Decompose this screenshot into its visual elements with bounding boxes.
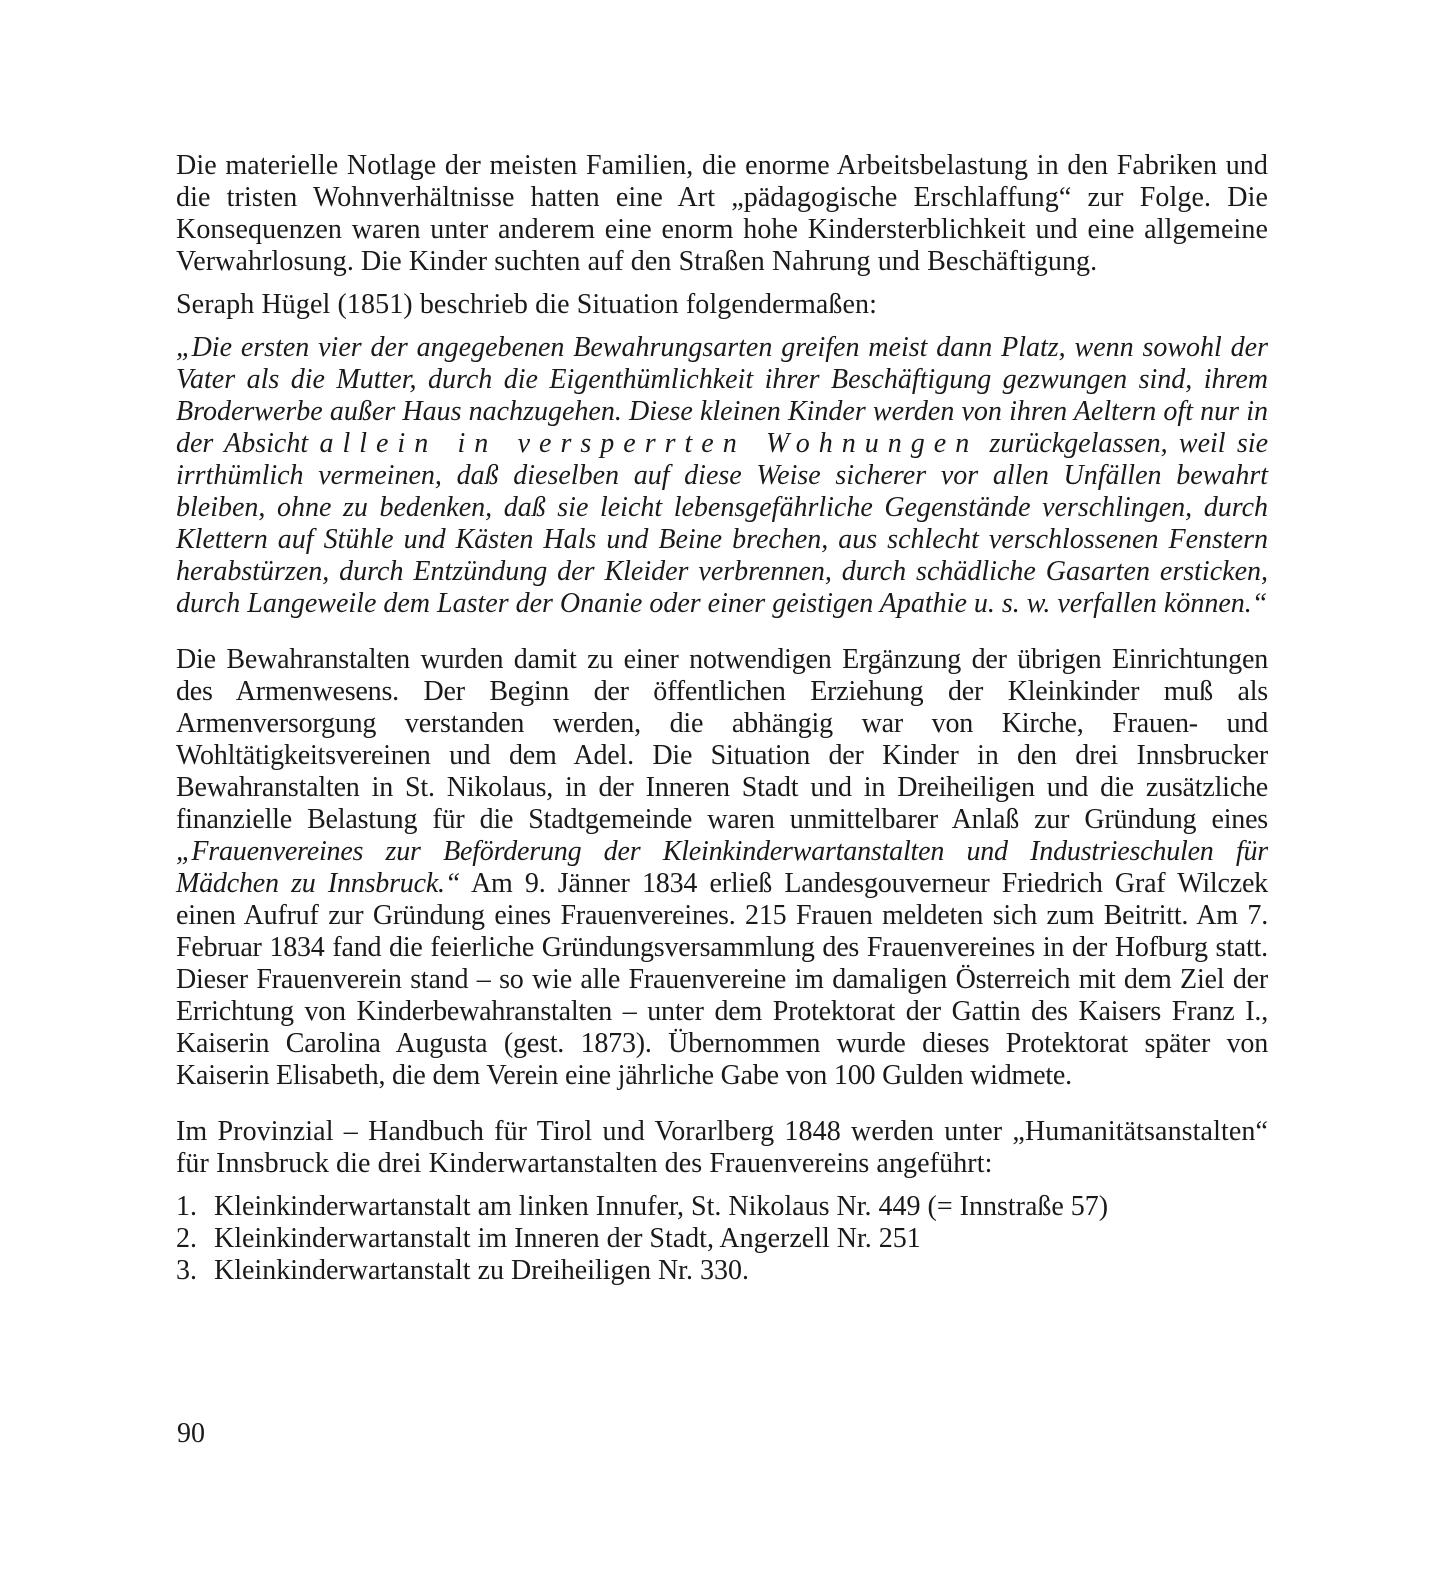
page-body [176, 150, 1268, 1287]
paragraph-bewahranstalten [176, 644, 1268, 1092]
list-item [176, 1255, 1268, 1287]
list-text: Kleinkinderwartanstalt im Inneren der Stadt, Angerzell Nr. 251 [214, 1223, 921, 1254]
list-item [176, 1223, 1268, 1255]
paragraph-intro: Die materielle Notlage der meisten Familien, die enorme Arbeitsbelastung in den Fabriken und die tristen Wohnverhältnisse hatten eine Art „pädagogische Erschlaffung“ zur Folge. Die Konsequenzen waren unter anderem eine enorm hohe Kindersterblichkeit und eine allgemeine Verwahrlosung. Die Kinder suchten auf den Straßen Nahrung und Beschäftigung. [176, 150, 1268, 277]
page-number: 90 [177, 1418, 205, 1449]
list-number: 1. [176, 1191, 197, 1222]
list-number: 3. [176, 1255, 197, 1286]
paragraph-huegel-intro: Seraph Hügel (1851) beschrieb die Situation folgendermaßen: [176, 289, 878, 320]
quote-text-end: zurückgelassen, weil sie irrthümlich vermeinen, daß dieselben auf diese Weise sicherer vor allen Unfällen bewahrt bleiben, ohne zu bedenken, daß sie leicht lebensgefährliche Gegenstände verschlingen, durch Klettern auf Stühle und Kästen Hals und Beine brechen, aus schlecht verschlossenen Fenstern herabstürzen, durch Entzündung der Kleider verbrennen, durch schädliche Gasarten ersticken, durch Langeweile dem Laster der Onanie oder einer geistigen Apathie u. s. w. verfallen können.“ [176, 428, 1268, 619]
list-text: Kleinkinderwartanstalt am linken Innufer, St. Nikolaus Nr. 449 (= Innstraße 57) [214, 1191, 1109, 1222]
list-item [176, 1191, 1268, 1223]
list-text: Kleinkinderwartanstalt zu Dreiheiligen Nr. 330. [214, 1255, 749, 1286]
paragraph-handbuch: Im Provinzial – Handbuch für Tirol und Vorarlberg 1848 werden unter „Humanitätsanstalten“ für Innsbruck die drei Kinderwartanstalten des Frauenvereins angeführt: [176, 1116, 1268, 1179]
list-number: 2. [176, 1223, 197, 1254]
quote-spaced-text: allein in versperrten Wohnungen [319, 428, 979, 459]
paragraph-text-start: Die Bewahranstalten wurden damit zu einer notwendigen Ergänzung der übrigen Einrichtungen des Armenwesens. Der Beginn der öffentlichen Erziehung der Kleinkinder muß als Armenversorgung verstanden werden, die abhängig war von Kirche, Frauen- und Wohltätigkeitsvereinen und dem Adel. Die Situation der Kinder in den drei Innsbrucker Bewahranstalten in St. Nikolaus, in der Inneren Stadt und in Dreiheiligen und die zusätzliche finanzielle Belastung für die Stadtgemeinde waren unmittelbarer Anlaß zur Gründung eines [176, 644, 1268, 835]
paragraph-text-end: Am 9. Jänner 1834 erließ Landesgouverneur Friedrich Graf Wilczek einen Aufruf zur Gründung eines Frauenvereines. 215 Frauen meldeten sich zum Beitritt. Am 7. Februar 1834 fand die feierliche Gründungsversammlung des Frauenvereines in der Hofburg statt. Dieser Frauenverein stand – so wie alle Frauenvereine im damaligen Österreich mit dem Ziel der Errichtung von Kinderbewahranstalten – unter dem Protektorat der Gattin des Kaisers Franz I., Kaiserin Carolina Augusta (gest. 1873). Übernommen wurde dieses Protektorat später von Kaiserin Elisabeth, die dem Verein eine jährliche Gabe von 100 Gulden widmete. [176, 868, 1268, 1091]
association-name: „Frauenvereines zur Beförderung der Kleinkinderwartanstalten und Industrieschulen für Mädchen zu Innsbruck.“ [176, 836, 1268, 899]
quote-text-start: „Die ersten vier der angegebenen Bewahrungsarten greifen meist dann Platz, wenn sowohl der Vater als die Mutter, durch die Eigenthümlichkeit ihrer Beschäftigung gezwungen sind, ihrem Broderwerbe außer Haus nachzugehen. Diese kleinen Kinder werden von ihren Aeltern oft nur in der Absicht [176, 332, 1268, 459]
institution-list [176, 1191, 1268, 1287]
block-quote [176, 332, 1268, 620]
